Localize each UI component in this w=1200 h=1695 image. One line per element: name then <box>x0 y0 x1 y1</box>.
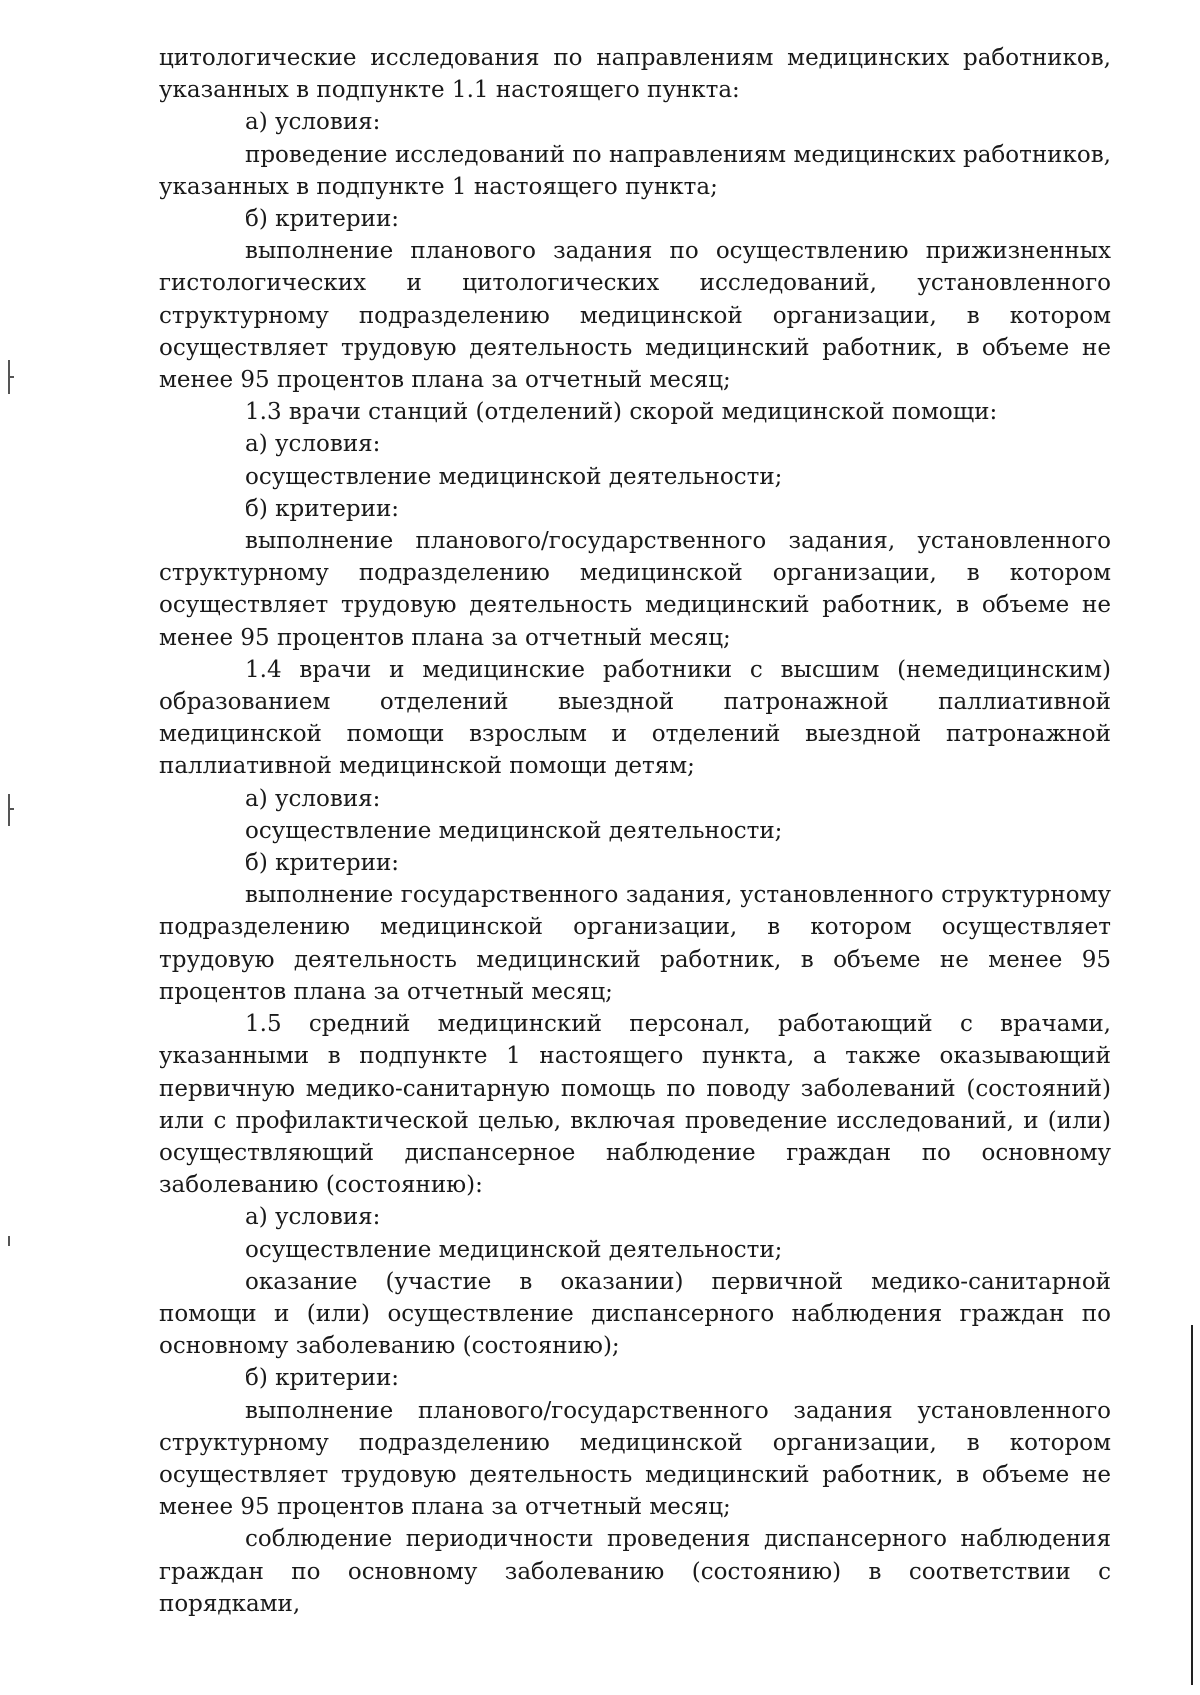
paragraph: 1.5 средний медицинский персонал, работающий с врачами, указанными в подпункте 1 настоящего пункта, а также оказывающий первичную медико-санитарную помощь по поводу заболеваний (состояний) или с профилактической целью, включая проведение исследований, и (или) осуществляющий диспансерное наблюдение граждан по основному заболеванию (состоянию): <box>159 1011 1111 1199</box>
paragraph: выполнение планового/государственного задания установленного структурному подразделению медицинской организации, в котором осуществляет трудовую деятельность медицинский работник, в объеме не менее 95 процентов плана за отчетный месяц; <box>159 1397 1111 1521</box>
scan-artifact <box>8 376 14 378</box>
page-edge-line <box>1191 1325 1193 1685</box>
paragraph: 1.3 врачи станций (отделений) скорой медицинской помощи: <box>245 399 998 426</box>
document-body <box>159 42 1111 1620</box>
scan-artifact <box>8 808 14 810</box>
paragraph: а) условия: <box>245 109 381 136</box>
paragraph: осуществление медицинской деятельности; <box>245 463 783 490</box>
paragraph: 1.4 врачи и медицинские работники с высшим (немедицинским) образованием отделений выездной патронажной паллиативной медицинской помощи взрослым и отделений выездной патронажной паллиативной медицинской помощи детям; <box>159 656 1111 780</box>
paragraph: б) критерии: <box>245 206 400 233</box>
paragraph: осуществление медицинской деятельности; <box>245 817 783 844</box>
paragraph: выполнение планового задания по осуществлению прижизненных гистологических и цитологических исследований, установленного структурному подразделению медицинской организации, в котором осуществляет трудовую деятельность медицинский работник, в объеме не менее 95 процентов плана за отчетный месяц; <box>159 238 1111 394</box>
paragraph: выполнение планового/государственного задания, установленного структурному подразделению медицинской организации, в котором осуществляет трудовую деятельность медицинский работник, в объеме не менее 95 процентов плана за отчетный месяц; <box>159 528 1111 651</box>
paragraph: а) условия: <box>245 431 381 458</box>
scan-artifact <box>8 794 10 826</box>
paragraph: б) критерии: <box>245 1365 400 1392</box>
paragraph: проведение исследований по направлениям медицинских работников, указанных в подпункте 1 настоящего пункта; <box>159 141 1111 200</box>
paragraph: б) критерии: <box>245 850 400 877</box>
paragraph: а) условия: <box>245 785 381 812</box>
paragraph: а) условия: <box>245 1204 381 1231</box>
scan-artifact <box>8 1236 10 1246</box>
paragraph: оказание (участие в оказании) первичной медико-санитарной помощи и (или) осуществление диспансерного наблюдения граждан по основному заболеванию (состоянию); <box>159 1268 1111 1360</box>
paragraph: выполнение государственного задания, установленного структурному подразделению медицинской организации, в котором осуществляет трудовую деятельность медицинский работник, в объеме не менее 95 процентов плана за отчетный месяц; <box>159 882 1111 1005</box>
paragraph: б) критерии: <box>245 495 400 522</box>
paragraph: соблюдение периодичности проведения диспансерного наблюдения граждан по основному заболеванию (состоянию) в соответствии с порядками, <box>159 1526 1111 1617</box>
paragraph: осуществление медицинской деятельности; <box>245 1236 783 1263</box>
paragraph: цитологические исследования по направлениям медицинских работников, указанных в подпункте 1.1 настоящего пункта: <box>159 45 1111 104</box>
